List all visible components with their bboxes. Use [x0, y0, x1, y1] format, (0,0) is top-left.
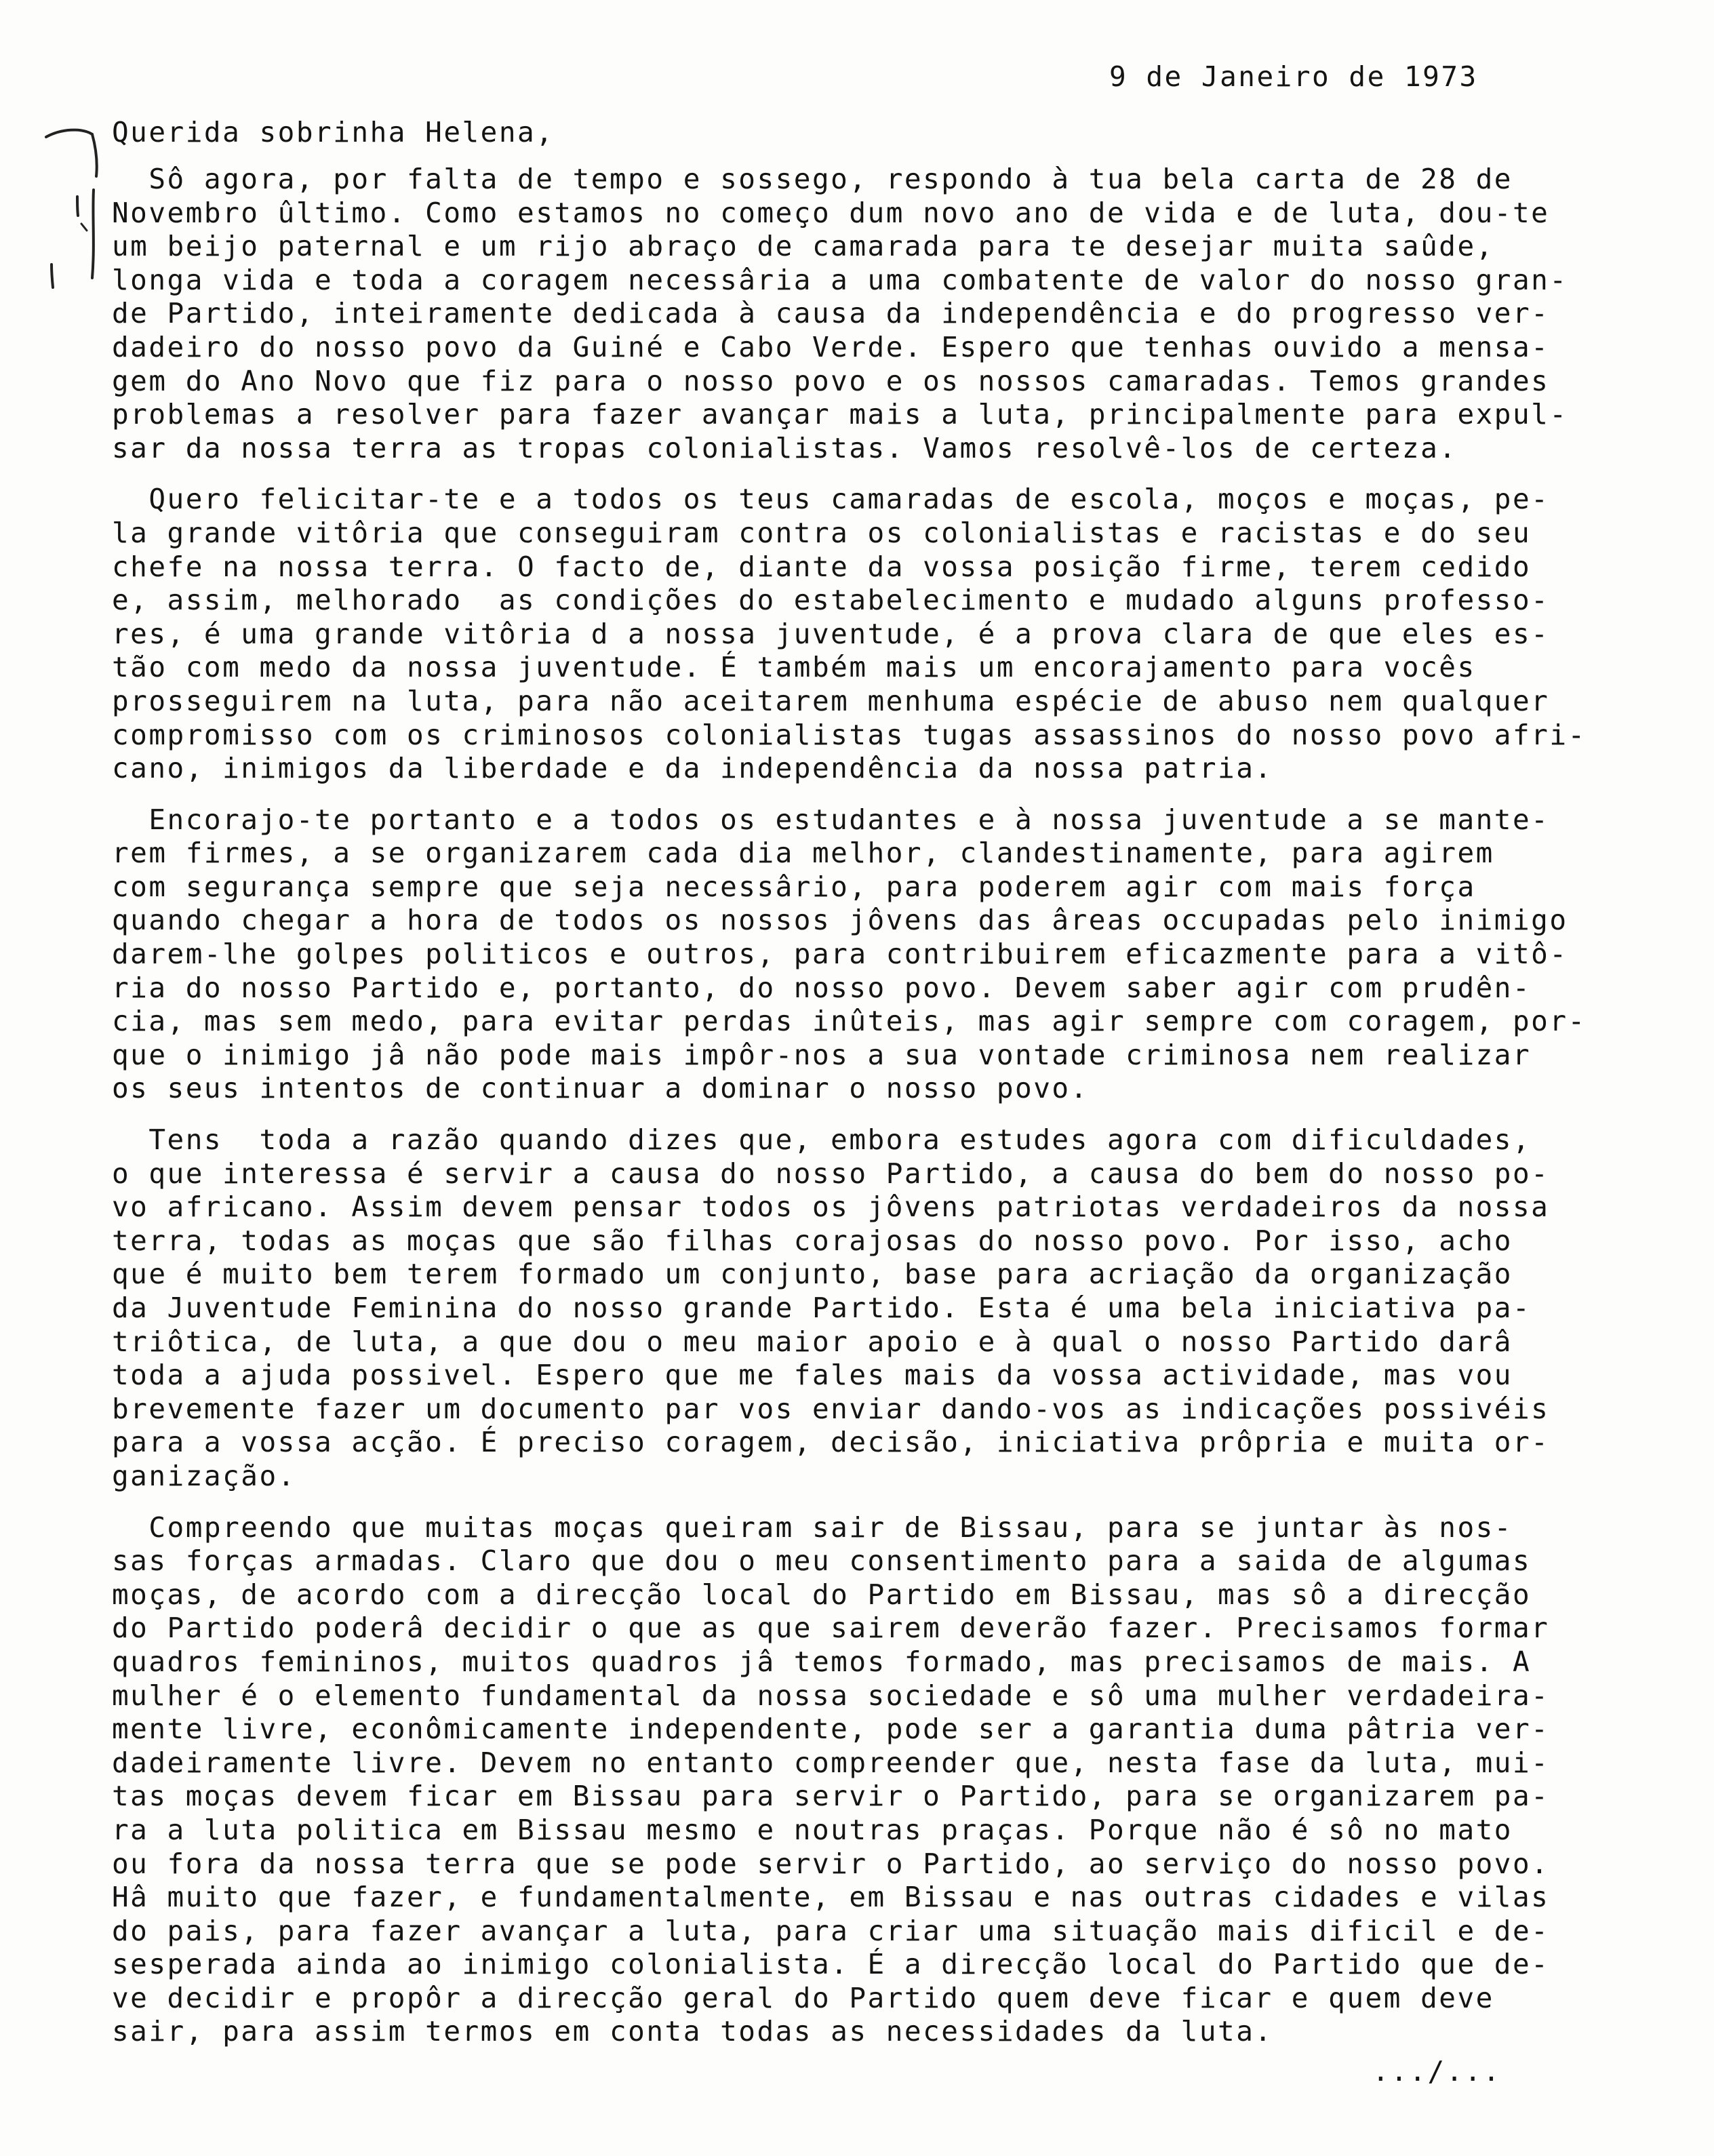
letter-line: dadeiramente livre. Devem no entanto compreender que, nesta fase da luta, mui-	[112, 1746, 1550, 1779]
letter-line: darem-lhe golpes politicos e outros, para contribuirem eficazmente para a vitô-	[112, 938, 1568, 971]
letter-line: Compreendo que muitas moças queiram sair de Bissau, para se juntar às nos-	[112, 1511, 1513, 1544]
letter-line: moças, de acordo com a direcção local do Partido em Bissau, mas sô a direcção	[112, 1578, 1532, 1611]
letter-line: quadros femininos, muitos quadros jâ temos formado, mas precisamos de mais. A	[112, 1645, 1532, 1678]
letter-line: ve decidir e propôr a direcção geral do Partido quem deve ficar e quem deve	[112, 1981, 1494, 2014]
letter-line: Novembro ûltimo. Como estamos no começo dum novo ano de vida e de luta, dou-te	[112, 196, 1550, 229]
letter-line: vo africano. Assim devem pensar todos os jôvens patriotas verdadeiros da nossa	[112, 1191, 1550, 1224]
letter-line: chefe na nossa terra. O facto de, diante da vossa posição firme, terem cedido	[112, 550, 1532, 583]
letter-line: para a vossa acção. É preciso coragem, decisão, iniciativa prôpria e muita or-	[112, 1426, 1550, 1459]
letter-line: compromisso com os criminosos colonialistas tugas assassinos do nosso povo afri-	[112, 718, 1587, 751]
letter-paragraph	[112, 803, 1671, 1106]
letter-line: rem firmes, a se organizarem cada dia melhor, clandestinamente, para agirem	[112, 837, 1494, 870]
letter-line: tão com medo da nossa juventude. É também mais um encorajamento para vocês	[112, 651, 1476, 684]
letter-body	[112, 163, 1671, 2067]
letter-line: ria do nosso Partido e, portanto, do nosso povo. Devem saber agir com prudên-	[112, 971, 1532, 1004]
letter-line: um beijo paternal e um rijo abraço de camarada para te desejar muita saûde,	[112, 230, 1494, 263]
letter-line: gem do Ano Novo que fiz para o nosso povo e os nossos camaradas. Temos grandes	[112, 364, 1550, 397]
letter-line: longa vida e toda a coragem necessâria a uma combatente de valor do nosso gran-	[112, 263, 1568, 296]
letter-line: prosseguirem na luta, para não aceitarem menhuma espécie de abuso nem qualquer	[112, 684, 1550, 717]
letter-line: que é muito bem terem formado um conjunto, base para acriação da organização	[112, 1258, 1513, 1291]
letter-line: ganização.	[112, 1459, 296, 1492]
letter-line: Tens toda a razão quando dizes que, embora estudes agora com dificuldades,	[112, 1123, 1532, 1157]
letter-paragraph	[112, 1123, 1671, 1494]
letter-line: sesperada ainda ao inimigo colonialista. É a direcção local do Partido que de-	[112, 1948, 1550, 1981]
letter-line: Encorajo-te portanto e a todos os estudantes e à nossa juventude a se mante-	[112, 803, 1550, 836]
letter-line: sas forças armadas. Claro que dou o meu consentimento para a saida de algumas	[112, 1544, 1532, 1578]
letter-line: triôtica, de luta, a que dou o meu maior apoio e à qual o nosso Partido darâ	[112, 1325, 1513, 1358]
letter-paragraph	[112, 483, 1671, 785]
letter-line: quando chegar a hora de todos os nossos jôvens das âreas occupadas pelo inimigo	[112, 904, 1568, 937]
letter-line: ou fora da nossa terra que se pode servir o Partido, ao serviço do nosso povo.	[112, 1847, 1550, 1880]
letter-date: 9 de Janeiro de 1973	[1109, 60, 1478, 93]
letter-line: ra a luta politica em Bissau mesmo e noutras praças. Porque não é sô no mato	[112, 1813, 1513, 1846]
letter-line: com segurança sempre que seja necessârio, para poderem agir com mais força	[112, 870, 1476, 903]
letter-line: tas moças devem ficar em Bissau para servir o Partido, para se organizarem pa-	[112, 1780, 1550, 1813]
letter-continuation-mark: .../...	[1372, 2055, 1502, 2088]
letter-line: os seus intentos de continuar a dominar o nosso povo.	[112, 1072, 1089, 1105]
letter-line: la grande vitôria que conseguiram contra os colonialistas e racistas e do seu	[112, 516, 1532, 549]
letter-salutation: Querida sobrinha Helena,	[112, 116, 555, 148]
letter-line: do pais, para fazer avançar a luta, para criar uma situação mais dificil e de-	[112, 1914, 1550, 1947]
letter-line: Quero felicitar-te e a todos os teus camaradas de escola, moços e moças, pe-	[112, 483, 1550, 516]
letter-line: cia, mas sem medo, para evitar perdas inûteis, mas agir sempre com coragem, por-	[112, 1005, 1587, 1038]
letter-line: do Partido poderâ decidir o que as que sairem deverão fazer. Precisamos formar	[112, 1612, 1550, 1645]
letter-line: da Juventude Feminina do nosso grande Partido. Esta é uma bela iniciativa pa-	[112, 1292, 1532, 1324]
letter-line: dadeiro do nosso povo da Guiné e Cabo Verde. Espero que tenhas ouvido a mensa-	[112, 330, 1550, 363]
letter-line: que o inimigo jâ não pode mais impôr-nos a sua vontade criminosa nem realizar	[112, 1038, 1532, 1071]
letter-line: mente livre, econômicamente independente, pode ser a garantia duma pâtria ver-	[112, 1713, 1550, 1746]
letter-line: toda a ajuda possivel. Espero que me fales mais da vossa actividade, mas vou	[112, 1359, 1513, 1392]
letter-line: res, é uma grande vitôria d a nossa juventude, é a prova clara de que eles es-	[112, 617, 1550, 650]
letter-line: e, assim, melhorado as condições do estabelecimento e mudado alguns professo-	[112, 584, 1550, 617]
letter-line: de Partido, inteiramente dedicada à causa da independência e do progresso ver-	[112, 297, 1550, 330]
letter-line: Hâ muito que fazer, e fundamentalmente, em Bissau e nas outras cidades e vilas	[112, 1881, 1550, 1914]
letter-paragraph	[112, 163, 1671, 465]
letter-line: problemas a resolver para fazer avançar mais a luta, principalmente para expul-	[112, 398, 1568, 431]
letter-line: mulher é o elemento fundamental da nossa sociedade e sô uma mulher verdadeira-	[112, 1679, 1550, 1712]
letter-paragraph	[112, 1511, 1671, 2050]
letter-line: Sô agora, por falta de tempo e sossego, respondo à tua bela carta de 28 de	[112, 163, 1513, 195]
letter-line: brevemente fazer um documento par vos enviar dando-vos as indicações possivéis	[112, 1392, 1550, 1425]
handwritten-margin-mark	[34, 122, 108, 298]
letter-line: o que interessa é servir a causa do nosso Partido, a causa do bem do nosso po-	[112, 1157, 1550, 1190]
letter-line: sair, para assim termos em conta todas as necessidades da luta.	[112, 2015, 1273, 2048]
letter-line: cano, inimigos da liberdade e da independência da nossa patria.	[112, 752, 1273, 785]
letter-line: sar da nossa terra as tropas colonialistas. Vamos resolvê-los de certeza.	[112, 431, 1458, 464]
letter-line: terra, todas as moças que são filhas corajosas do nosso povo. Por isso, acho	[112, 1224, 1513, 1257]
